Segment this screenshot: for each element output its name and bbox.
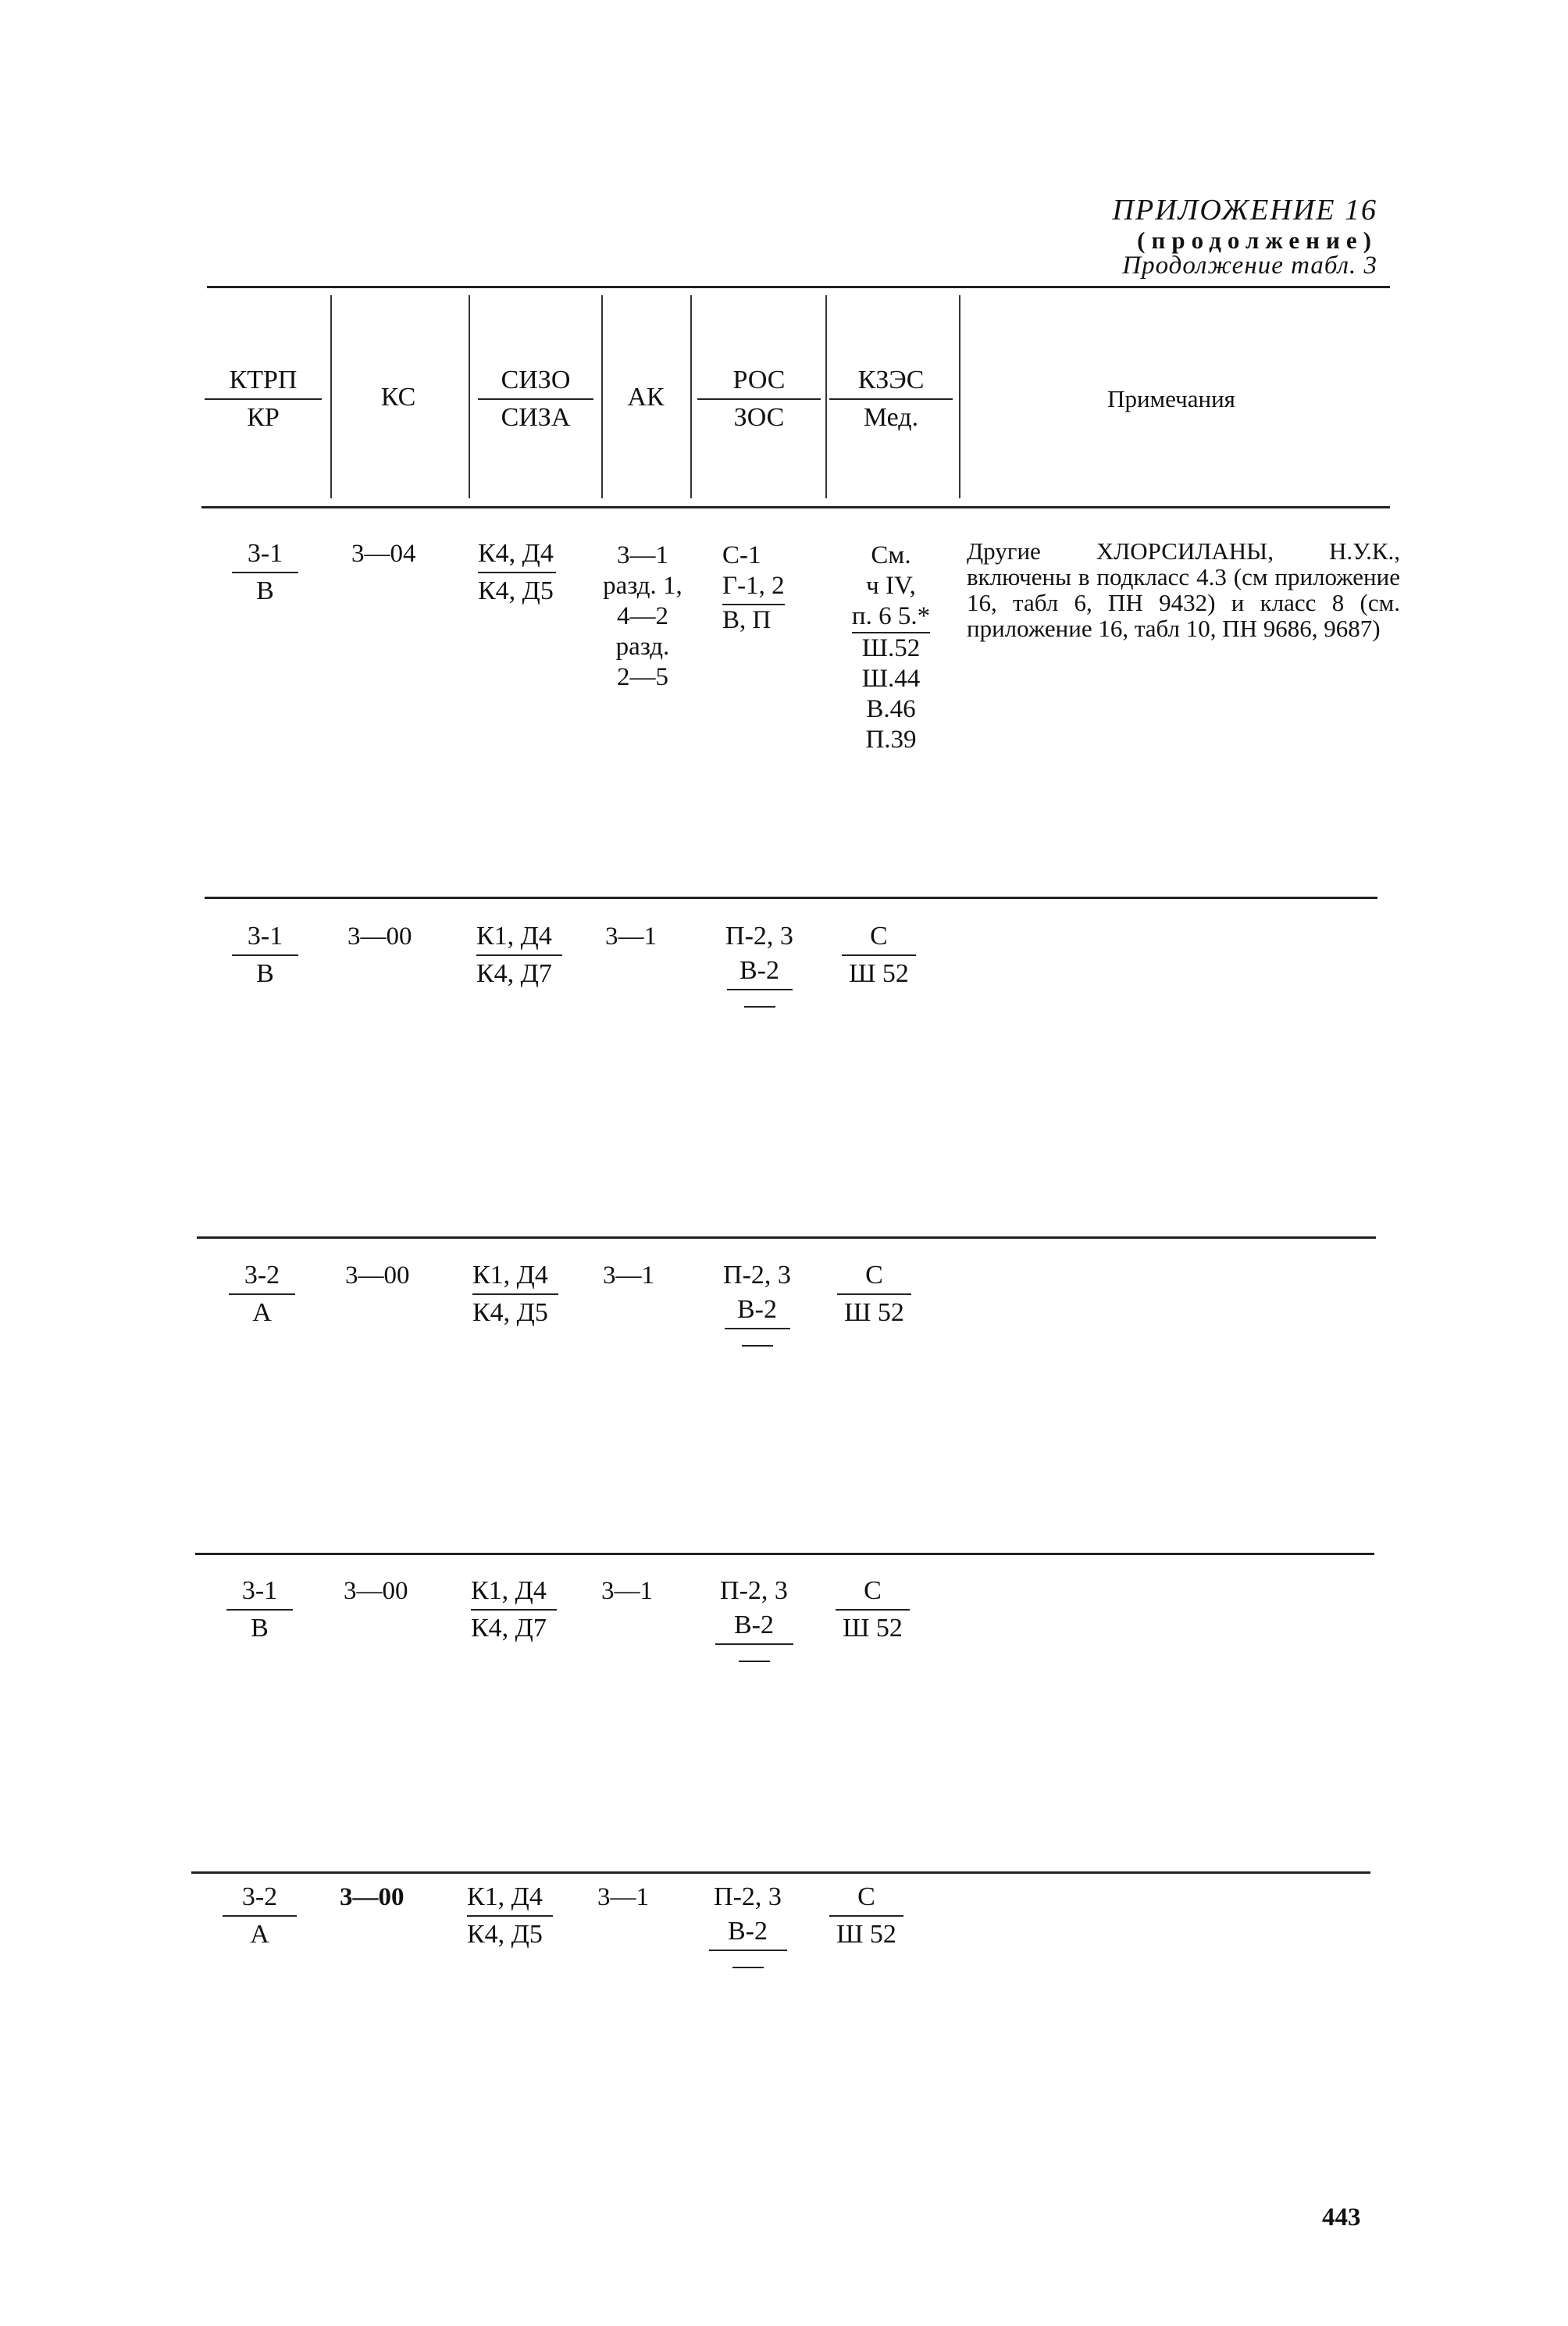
dash-mark — [739, 1661, 770, 1662]
row3-sizo-siza — [472, 1262, 566, 1326]
col-header-ks: КС — [380, 383, 416, 412]
table-continuation-label: Продолжение табл. 3 — [1122, 252, 1377, 280]
row5-ktrp-kr — [223, 1884, 297, 1948]
col-header-siza-den: СИЗА — [501, 403, 571, 432]
row1-ak — [596, 540, 690, 693]
row4-kzes: С — [864, 1576, 882, 1605]
col-divider — [825, 295, 827, 498]
row4-med: Ш 52 — [843, 1614, 903, 1643]
row1-med-line: Ш.44 — [861, 664, 921, 693]
row2-ros-zos — [715, 923, 804, 1008]
row3-kr: А — [252, 1298, 272, 1327]
row3-sizo: К1, Д4 — [472, 1261, 548, 1290]
row2-kzes-med — [842, 923, 916, 987]
row1-note: Другие ХЛОРСИЛАНЫ, Н.У.К., включены в подкласс 4.3 (см приложение 16, табл 6, ПН 9432) и класс 8 (см. приложение 16, табл 10, ПН 9686, 9687) — [967, 537, 1400, 642]
row5-ktrp: 3-2 — [241, 1882, 278, 1911]
row4-zos: В-2 — [734, 1611, 774, 1639]
col-header-sizo — [478, 367, 593, 431]
col-divider — [469, 295, 470, 498]
row4-kzes-med — [836, 1578, 910, 1642]
row5-kzes-med — [829, 1884, 903, 1948]
row-separator — [205, 897, 1377, 899]
row1-med-line: В.46 — [866, 694, 916, 723]
fraction-bar — [715, 1643, 793, 1645]
row3-siza: К4, Д5 — [472, 1298, 548, 1327]
row1-sizo: К4, Д4 — [478, 539, 554, 568]
dash-mark — [742, 1345, 773, 1347]
row3-zos: В-2 — [737, 1295, 777, 1324]
col-header-ktrp-num: КТРП — [229, 366, 298, 394]
row1-kzes-med — [845, 540, 937, 755]
row4-ak: 3—1 — [601, 1577, 653, 1605]
col-header-kzes-num: КЗЭС — [857, 366, 925, 394]
col-divider — [330, 295, 332, 498]
row2-zos: В-2 — [739, 956, 779, 985]
row1-kr: В — [256, 576, 274, 605]
row3-ks: 3—00 — [345, 1261, 410, 1290]
row4-ros: П-2, 3 — [720, 1576, 788, 1605]
row4-ks: 3—00 — [344, 1577, 408, 1605]
row3-ktrp-kr — [229, 1262, 295, 1326]
row3-ktrp: 3-2 — [244, 1261, 280, 1290]
row1-siza: К4, Д5 — [478, 576, 554, 605]
dash-mark — [744, 1006, 775, 1008]
row1-ak-line: 4—2 — [617, 601, 668, 630]
row1-ros-line: Г-1, 2 — [722, 571, 785, 605]
row2-ktrp-kr — [232, 923, 298, 987]
row1-zos: В, П — [722, 605, 772, 634]
row4-ktrp: 3-1 — [241, 1576, 278, 1605]
row3-ak: 3—1 — [603, 1261, 654, 1290]
col-header-zos-den: ЗОС — [733, 403, 785, 432]
row5-kzes: С — [857, 1882, 875, 1911]
row1-ak-line: 3—1 — [617, 541, 668, 569]
row4-sizo: К1, Д4 — [471, 1576, 547, 1605]
row-separator — [195, 1553, 1374, 1555]
col-header-notes: Примечания — [1107, 385, 1235, 412]
row3-med: Ш 52 — [844, 1298, 904, 1327]
col-header-kr-den: КР — [247, 403, 280, 432]
row-separator — [197, 1236, 1376, 1239]
row2-ktrp: 3-1 — [247, 922, 283, 951]
col-divider — [601, 295, 603, 498]
col-header-ak: АК — [627, 383, 665, 412]
row2-ak: 3—1 — [605, 922, 657, 951]
row2-sizo: К1, Д4 — [476, 922, 552, 951]
table-top-rule — [207, 286, 1390, 288]
row-separator — [191, 1871, 1370, 1874]
row2-ks: 3—00 — [347, 922, 412, 951]
row2-sizo-siza — [476, 923, 570, 987]
row1-ak-line: 2—5 — [617, 662, 668, 691]
row2-siza: К4, Д7 — [476, 959, 552, 988]
col-header-ros-num: РОС — [732, 366, 786, 394]
fraction-bar — [725, 1328, 790, 1329]
dash-mark — [732, 1967, 764, 1968]
row1-kzes-line: п. 6 5.* — [852, 601, 930, 633]
row5-ak: 3—1 — [597, 1883, 649, 1911]
row5-zos: В-2 — [728, 1917, 768, 1946]
row5-ros: П-2, 3 — [714, 1882, 782, 1911]
col-header-ros — [697, 367, 821, 431]
row3-ros-zos — [712, 1262, 802, 1347]
row1-ak-line: разд. — [615, 632, 670, 661]
row2-kzes: С — [870, 922, 888, 951]
row5-ks: 3—00 — [340, 1883, 404, 1911]
fraction-bar — [709, 1950, 787, 1951]
row2-kr: В — [256, 959, 274, 988]
row1-kzes-line: ч IV, — [866, 571, 916, 600]
row4-sizo-siza — [471, 1578, 565, 1642]
page-number: 443 — [1322, 2203, 1361, 2231]
row1-ros-zos — [722, 540, 785, 636]
row2-ros: П-2, 3 — [725, 922, 793, 951]
col-header-ktrp — [205, 367, 322, 431]
row1-ktrp: 3-1 — [247, 539, 283, 568]
row5-med: Ш 52 — [836, 1920, 896, 1949]
fraction-bar — [727, 989, 793, 990]
col-header-kzes — [829, 367, 953, 431]
row3-kzes: С — [865, 1261, 883, 1290]
col-divider — [690, 295, 692, 498]
row3-kzes-med — [837, 1262, 911, 1326]
row4-kr: В — [251, 1614, 269, 1643]
row5-kr: А — [250, 1920, 269, 1949]
row1-kzes-line: См. — [871, 541, 911, 569]
row1-sizo-siza — [478, 540, 564, 605]
row4-ros-zos — [709, 1578, 799, 1662]
col-divider — [959, 295, 960, 498]
row1-ks: 3—04 — [351, 540, 416, 568]
row5-sizo: К1, Д4 — [467, 1882, 543, 1911]
row5-siza: К4, Д5 — [467, 1920, 543, 1949]
row2-med: Ш 52 — [849, 959, 909, 988]
row1-ros-line: С-1 — [722, 541, 761, 569]
col-header-sizo-num: СИЗО — [501, 366, 571, 394]
row3-ros: П-2, 3 — [723, 1261, 791, 1290]
row4-siza: К4, Д7 — [471, 1614, 547, 1643]
row1-med-line: П.39 — [865, 725, 917, 754]
col-header-med-den: Мед. — [863, 403, 919, 432]
table-header-rule — [201, 506, 1390, 508]
row5-sizo-siza — [467, 1884, 561, 1948]
row1-ak-line: разд. 1, — [603, 571, 682, 600]
row1-ktrp-kr — [232, 540, 298, 605]
row4-ktrp-kr — [226, 1578, 293, 1642]
row1-med-line: Ш.52 — [861, 633, 921, 662]
row5-ros-zos — [703, 1884, 793, 1968]
continuation-label: (продолжение) — [1137, 227, 1377, 254]
appendix-title: ПРИЛОЖЕНИЕ 16 — [1112, 194, 1377, 227]
